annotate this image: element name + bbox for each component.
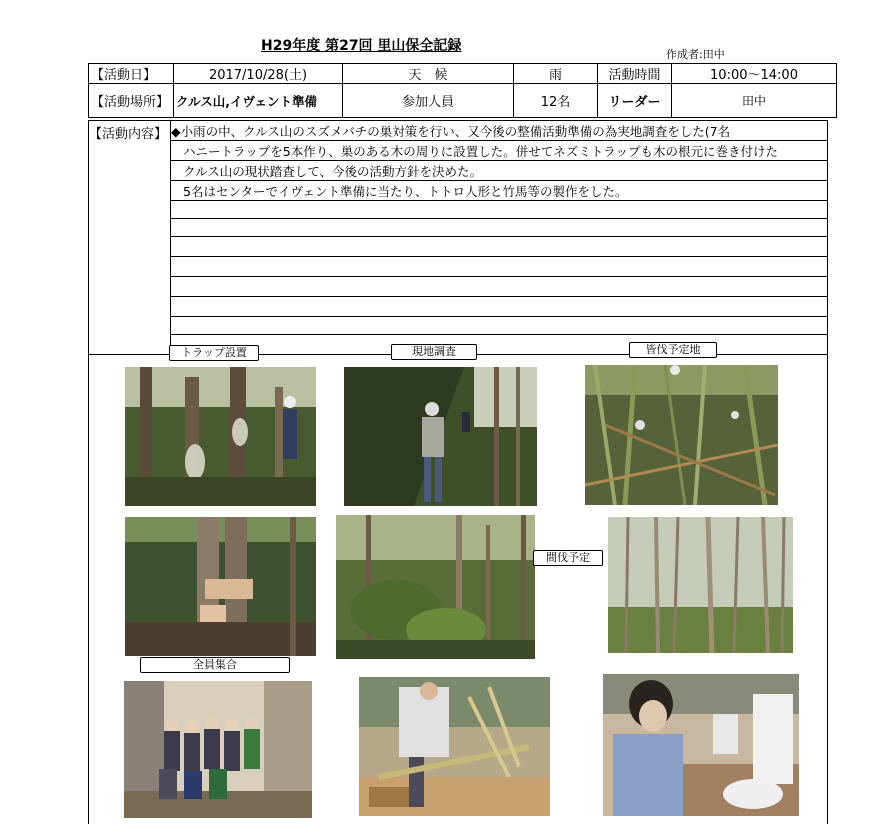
- label-clearcut: 皆伐予定地: [629, 342, 717, 358]
- photo-tree-trap: [125, 517, 316, 656]
- author-text: 作成者:田中: [666, 48, 725, 61]
- activity-rule: [170, 296, 828, 297]
- leader-label: リーダー: [598, 84, 672, 118]
- label-thinning: 間伐予定: [533, 550, 603, 566]
- participants-value: 12名: [514, 84, 598, 118]
- weather-label: 天 候: [343, 64, 514, 84]
- activity-rule: [170, 334, 828, 335]
- activity-rule: [170, 236, 828, 237]
- label-assembly: 全員集合: [140, 657, 290, 673]
- activity-rule: [170, 276, 828, 277]
- activity-divider: [170, 120, 171, 356]
- label-survey: 現地調査: [391, 344, 477, 360]
- activity-line: 5名はセンターでイヴェント準備に当たり、トトロ人形と竹馬等の製作をした。: [183, 184, 628, 199]
- activity-line: クルス山の現状踏査して、今後の活動方針を決めた。: [183, 164, 483, 179]
- place-value: クルス山,イヴェント準備: [174, 84, 343, 118]
- activity-rule: [170, 140, 828, 141]
- activity-rule: [170, 200, 828, 201]
- photo-forest-slope: [336, 515, 535, 659]
- activity-rule: [170, 316, 828, 317]
- photo-crafting: [603, 674, 799, 816]
- photo-bamboo-work: [359, 677, 550, 816]
- weather-value: 雨: [514, 64, 598, 84]
- activity-rule: [170, 218, 828, 219]
- activity-rule: [170, 160, 828, 161]
- activity-label: 【活動内容】: [89, 127, 168, 142]
- photo-field-survey: [344, 367, 537, 506]
- photo-group: [124, 681, 312, 818]
- right-border: [827, 120, 828, 824]
- activity-rule: [170, 256, 828, 257]
- activity-day-value: 2017/10/28(土): [174, 64, 343, 84]
- label-trap: トラップ設置: [169, 345, 259, 361]
- photo-thinning-site: [608, 517, 793, 653]
- photo-trap-setup: [125, 367, 316, 506]
- activity-line: ハニートラップを5本作り、巣のある木の周りに設置した。併せてネズミトラップも木の根元に巻き付けた: [183, 144, 778, 159]
- photo-clearcut-site: [585, 365, 778, 505]
- activity-line: ◆小雨の中、クルス山のスズメバチの巣対策を行い、又今後の整備活動準備の為実地調査をした(7名: [171, 124, 731, 139]
- activity-rule: [88, 120, 828, 121]
- activity-day-label: 【活動日】: [89, 64, 174, 84]
- participants-label: 参加人員: [343, 84, 514, 118]
- leader-value: 田中: [672, 84, 837, 118]
- place-label: 【活動場所】: [89, 84, 174, 118]
- time-label: 活動時間: [598, 64, 672, 84]
- info-table: [88, 63, 837, 118]
- left-border: [88, 120, 89, 824]
- time-value: 10:00〜14:00: [672, 64, 837, 84]
- activity-rule: [170, 180, 828, 181]
- page-title: H29年度 第27回 里山保全記録: [261, 38, 462, 54]
